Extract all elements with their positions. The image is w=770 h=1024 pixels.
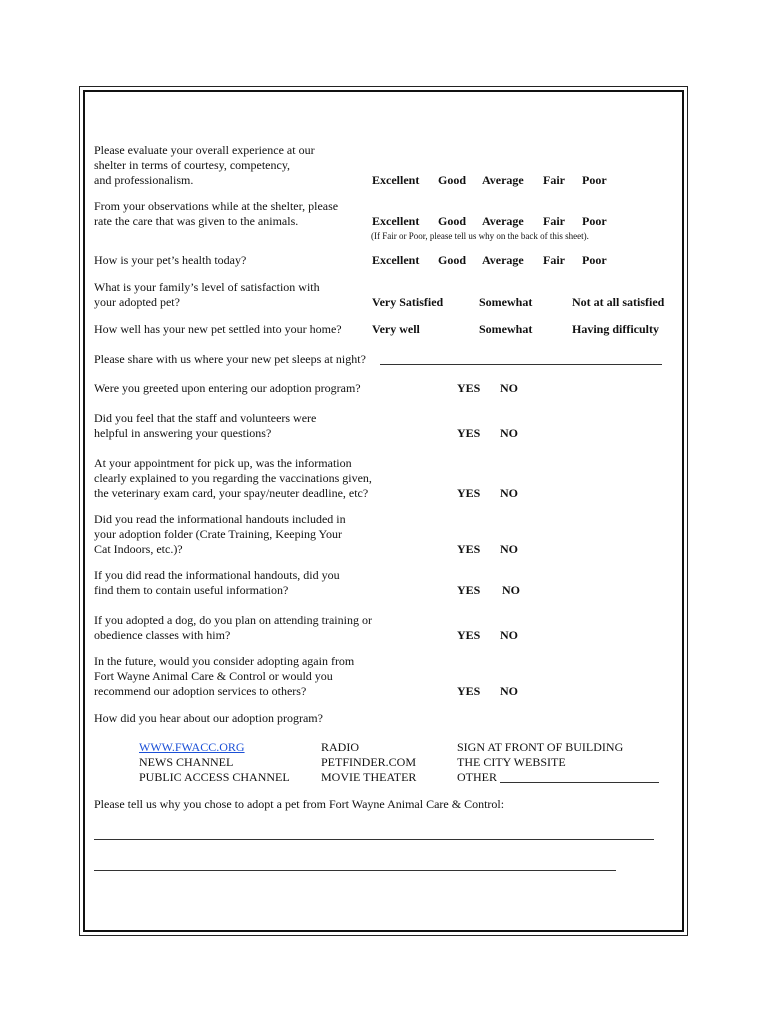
option-somewhat[interactable]: Somewhat <box>479 322 533 336</box>
option-excellent[interactable]: Excellent <box>372 214 420 228</box>
option-good[interactable]: Good <box>438 253 467 267</box>
option-no[interactable]: NO <box>502 583 520 597</box>
question-text: Please share with us where your new pet sleeps at night? <box>94 352 366 366</box>
option-yes[interactable]: YES <box>457 426 481 440</box>
question-text: your adoption folder (Crate Training, Keeping Your <box>94 527 342 541</box>
option-no[interactable]: NO <box>500 542 518 556</box>
source-option[interactable]: THE CITY WEBSITE <box>457 755 566 769</box>
source-website-link[interactable]: WWW.FWACC.ORG <box>139 740 245 754</box>
question-text: If you adopted a dog, do you plan on attending training or <box>94 613 372 627</box>
option-good[interactable]: Good <box>438 214 467 228</box>
question-text: Were you greeted upon entering our adoption program? <box>94 381 361 395</box>
option-excellent[interactable]: Excellent <box>372 173 420 187</box>
source-option[interactable]: RADIO <box>321 740 359 754</box>
question-text: Did you read the informational handouts included in <box>94 512 346 526</box>
question-text: shelter in terms of courtesy, competency, <box>94 158 291 172</box>
option-not-satisfied[interactable]: Not at all satisfied <box>572 295 665 309</box>
option-excellent[interactable]: Excellent <box>372 253 420 267</box>
option-yes[interactable]: YES <box>457 628 481 642</box>
answer-line[interactable] <box>94 839 654 840</box>
question-text: Did you feel that the staff and volunteers were <box>94 411 317 425</box>
note-text: (If Fair or Poor, please tell us why on the back of this sheet). <box>371 231 589 241</box>
option-average[interactable]: Average <box>482 253 524 267</box>
question-text: In the future, would you consider adopting again from <box>94 654 355 668</box>
option-fair[interactable]: Fair <box>543 173 565 187</box>
option-yes[interactable]: YES <box>457 542 481 556</box>
option-good[interactable]: Good <box>438 173 467 187</box>
source-option[interactable]: NEWS CHANNEL <box>139 755 234 769</box>
option-yes[interactable]: YES <box>457 486 481 500</box>
option-no[interactable]: NO <box>500 486 518 500</box>
option-average[interactable]: Average <box>482 214 524 228</box>
other-answer-line[interactable] <box>500 782 659 783</box>
source-option[interactable]: PETFINDER.COM <box>321 755 417 769</box>
option-very-satisfied[interactable]: Very Satisfied <box>372 295 444 309</box>
question-text: What is your family’s level of satisfaction with <box>94 280 320 294</box>
question-text: the veterinary exam card, your spay/neuter deadline, etc? <box>94 486 369 500</box>
source-option[interactable]: PUBLIC ACCESS CHANNEL <box>139 770 290 784</box>
option-yes[interactable]: YES <box>457 381 481 395</box>
source-option[interactable]: MOVIE THEATER <box>321 770 417 784</box>
question-text: If you did read the informational handouts, did you <box>94 568 340 582</box>
option-yes[interactable]: YES <box>457 583 481 597</box>
option-average[interactable]: Average <box>482 173 524 187</box>
question-text: How is your pet’s health today? <box>94 253 247 267</box>
question-text: obedience classes with him? <box>94 628 231 642</box>
question-text: How well has your new pet settled into your home? <box>94 322 342 336</box>
option-having-difficulty[interactable]: Having difficulty <box>572 322 660 336</box>
option-poor[interactable]: Poor <box>582 253 607 267</box>
answer-line[interactable] <box>94 870 616 871</box>
question-text: How did you hear about our adoption program? <box>94 711 323 725</box>
source-option-other[interactable]: OTHER <box>457 770 497 784</box>
question-text: Please evaluate your overall experience at our <box>94 143 315 157</box>
option-very-well[interactable]: Very well <box>372 322 420 336</box>
option-no[interactable]: NO <box>500 426 518 440</box>
answer-line[interactable] <box>380 364 662 365</box>
option-no[interactable]: NO <box>500 628 518 642</box>
question-text: Cat Indoors, etc.)? <box>94 542 183 556</box>
option-no[interactable]: NO <box>500 381 518 395</box>
question-text: From your observations while at the shelter, please <box>94 199 339 213</box>
source-option[interactable]: SIGN AT FRONT OF BUILDING <box>457 740 624 754</box>
option-fair[interactable]: Fair <box>543 253 565 267</box>
question-text: your adopted pet? <box>94 295 180 309</box>
question-text: Please tell us why you chose to adopt a pet from Fort Wayne Animal Care & Control: <box>94 797 505 811</box>
option-poor[interactable]: Poor <box>582 173 607 187</box>
option-poor[interactable]: Poor <box>582 214 607 228</box>
option-fair[interactable]: Fair <box>543 214 565 228</box>
question-text: Fort Wayne Animal Care & Control or would you <box>94 669 333 683</box>
option-somewhat[interactable]: Somewhat <box>479 295 533 309</box>
question-text: and professionalism. <box>94 173 194 187</box>
question-text: helpful in answering your questions? <box>94 426 272 440</box>
question-text: recommend our adoption services to others? <box>94 684 307 698</box>
option-yes[interactable]: YES <box>457 684 481 698</box>
option-no[interactable]: NO <box>500 684 518 698</box>
question-text: clearly explained to you regarding the vaccinations given, <box>94 471 372 485</box>
question-text: find them to contain useful information? <box>94 583 289 597</box>
question-text: rate the care that was given to the animals. <box>94 214 299 228</box>
question-text: At your appointment for pick up, was the information <box>94 456 352 470</box>
